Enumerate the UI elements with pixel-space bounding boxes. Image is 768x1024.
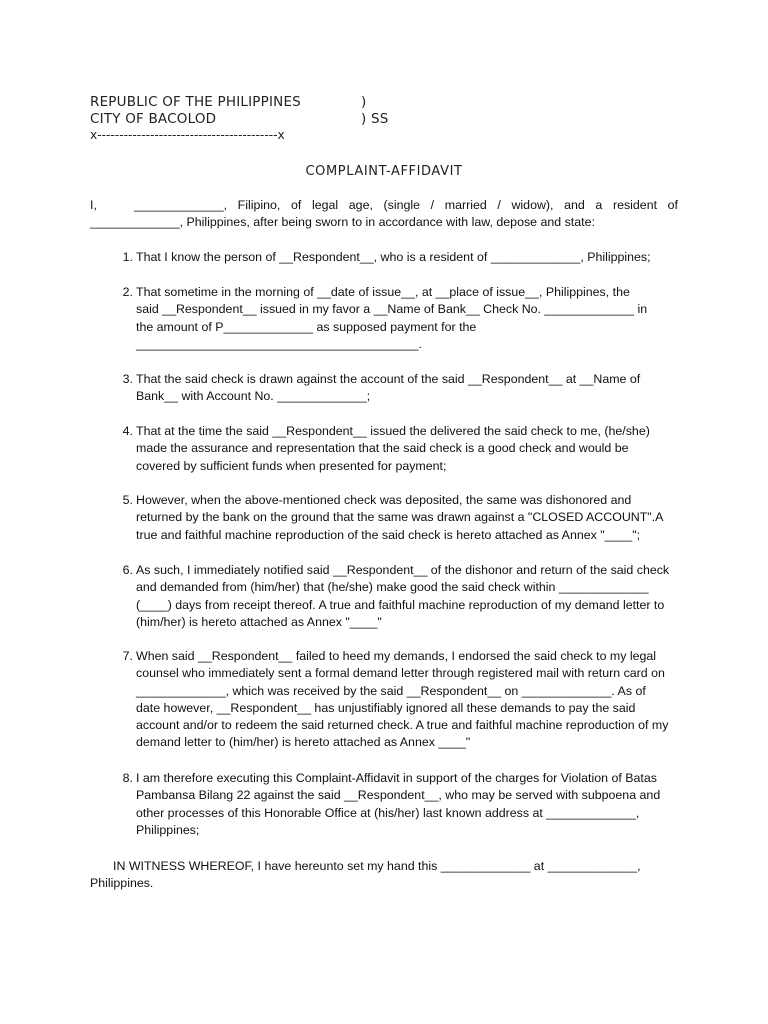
list-item-text: That at the time the said __Respondent__ issued the delivered the said check to me, (he/she) made the assurance and representation that the said check is a good check and would be covered by sufficient funds when presented for payment; xyxy=(136,424,650,473)
intro-paragraph xyxy=(90,197,678,232)
list-item-text: That sometime in the morning of __date of issue__, at __place of issue__, Philippines, the said __Respondent__ issued in my favor a __Name of Bank__ Check No. _____________ in the amount of P_____________ as supposed payment for the _________________________________________. xyxy=(136,285,648,351)
list-item-number: 6. xyxy=(122,563,133,577)
list-item-text: When said __Respondent__ failed to heed my demands, I endorsed the said check to my legal counsel who immediately sent a formal demand letter through registered mail with return card on _____________, which was received by the said __Respondent__ on _____________. As of date however, __Respondent__ has unjustifiably ignored all these demands to pay the said account and/or to redeem the said returned check. A true and faithful machine reproduction of my demand letter to (him/her) is hereto attached as Annex ____" xyxy=(136,649,669,750)
list-item-text: That the said check is drawn against the account of the said __Respondent__ at __Name of Bank__ with Account No. _____________; xyxy=(136,372,641,404)
caption-ss: ) SS xyxy=(361,111,389,127)
list-item-number: 3. xyxy=(122,372,133,386)
list-item-text: However, when the above-mentioned check was deposited, the same was dishonored and returned by the bank on the ground that the same was drawn against a "CLOSED ACCOUNT".A true and faithful machine reproduction of the said check is hereto attached as Annex "____"; xyxy=(136,493,663,542)
list-item-text: As such, I immediately notified said __Respondent__ of the dishonor and return of the said check and demanded from (him/her) that (he/she) make good the said check within _____________ (____) days from receipt thereof. A true and faithful machine reproduction of my demand letter to (him/her) is hereto attached as Annex "____" xyxy=(136,563,670,629)
caption-republic: REPUBLIC OF THE PHILIPPINES xyxy=(90,94,301,110)
list-item-text: That I know the person of __Respondent__, who is a resident of _____________, Philippines; xyxy=(136,250,651,264)
list-item-number: 8. xyxy=(122,771,133,785)
list-item-number: 2. xyxy=(122,285,133,299)
caption-paren: ) xyxy=(361,94,367,110)
list-item-number: 5. xyxy=(122,493,133,507)
witness-paragraph: IN WITNESS WHEREOF, I have hereunto set my hand this _____________ at _____________, Philippines. xyxy=(90,859,641,891)
list-item-number: 4. xyxy=(122,424,133,438)
list-item-number: 1. xyxy=(122,250,133,264)
caption-city: CITY OF BACOLOD xyxy=(90,111,217,127)
list-item-text: I am therefore executing this Complaint-Affidavit in support of the charges for Violation of Batas Pambansa Bilang 22 against the said __Respondent__, who may be served with subpoena and other processes of this Honorable Office at (his/her) last known address at _____________, Philippines; xyxy=(136,771,661,837)
intro-text: _____________, Filipino, of legal age, (single / married / widow), and a resident of _____________, Philippines, after being sworn to in accordance with law, depose and state: xyxy=(90,198,678,230)
document-title: COMPLAINT-AFFIDAVIT xyxy=(305,164,463,179)
intro-first-word: I, xyxy=(90,198,97,212)
caption-separator: x-----------------------------------------x xyxy=(90,128,285,142)
list-item-number: 7. xyxy=(122,649,133,663)
